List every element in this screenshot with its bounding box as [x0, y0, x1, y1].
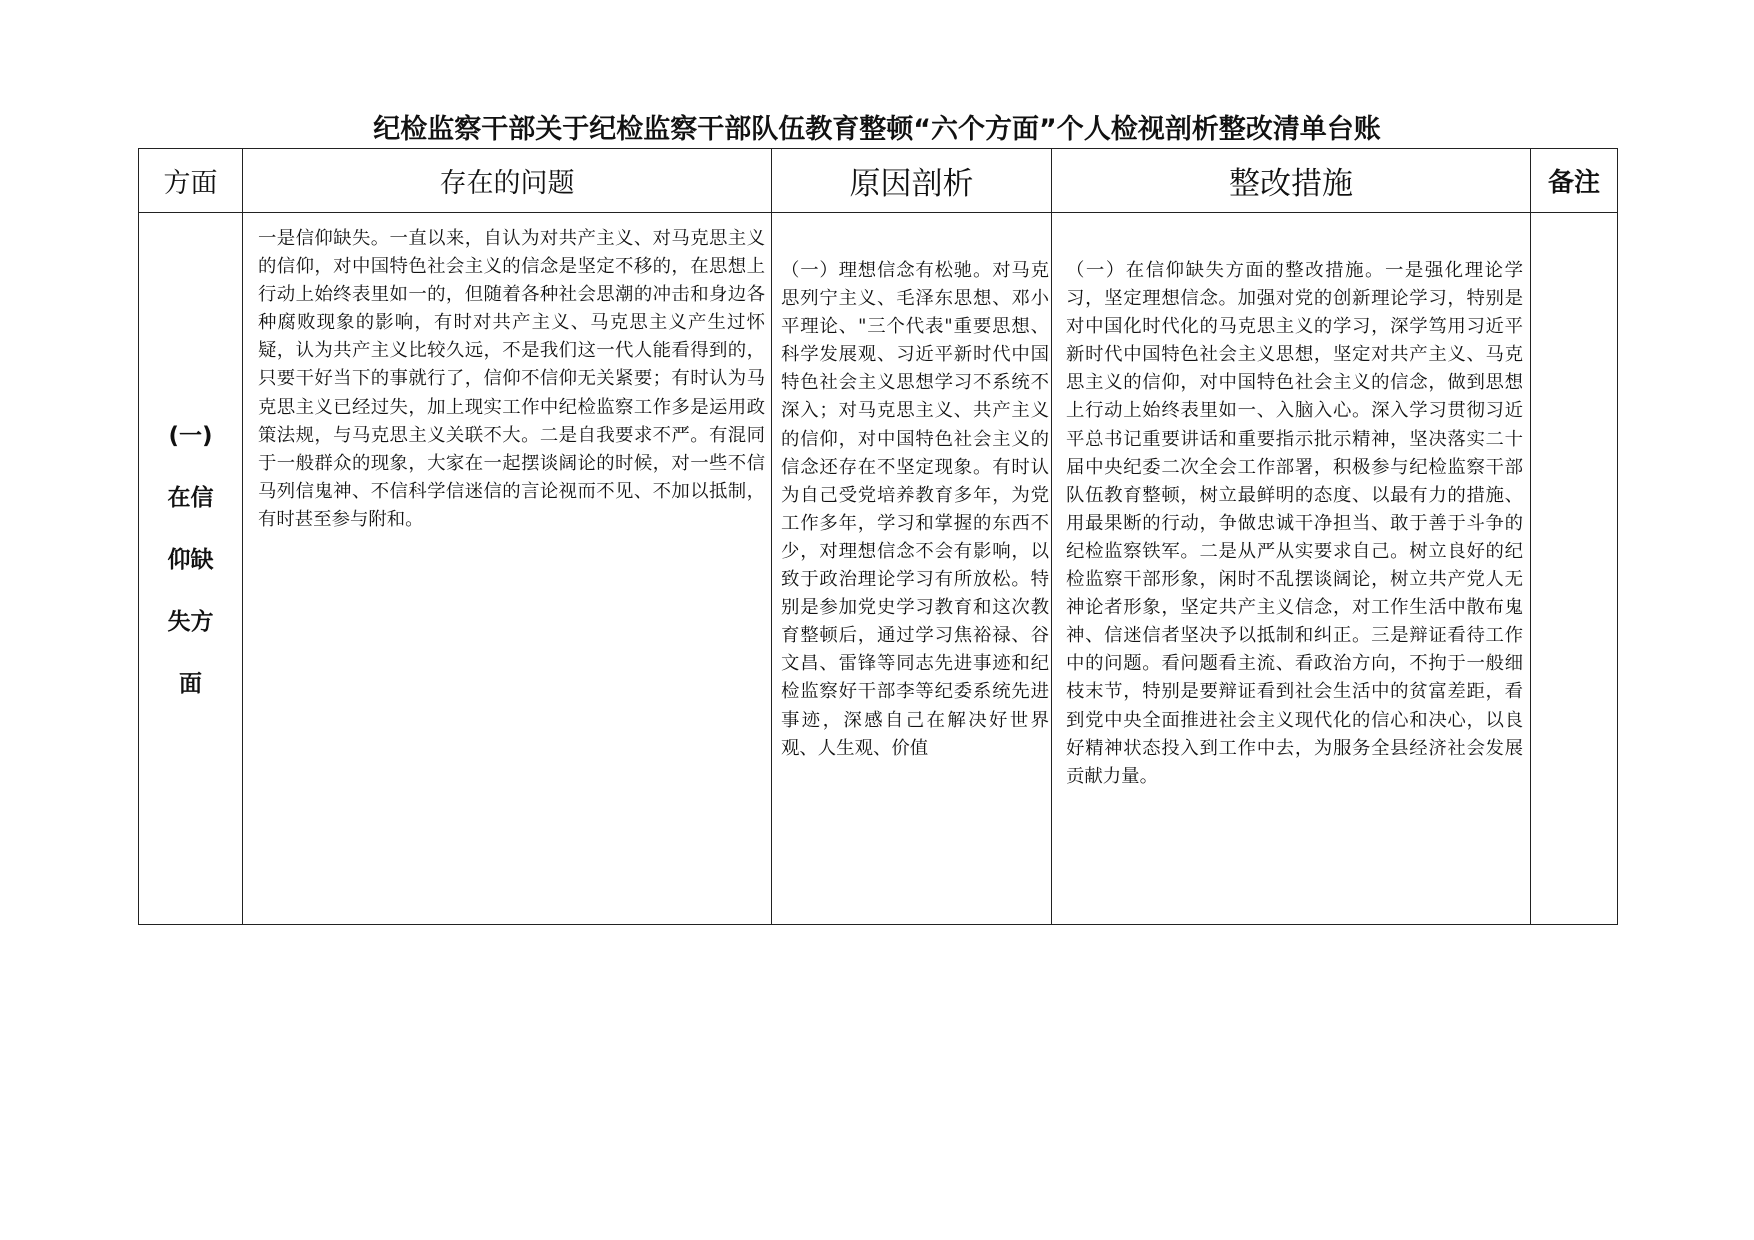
header-aspect: 方面: [139, 149, 243, 213]
remark-cell: [1531, 213, 1618, 925]
measure-cell: [1052, 213, 1531, 925]
aspect-line: 失方: [167, 608, 214, 635]
problem-text: 一是信仰缺失。一直以来，自认为对共产主义、对马克思主义的信仰，对中国特色社会主义的信念是坚定不移的，在思想上行动上始终表里如一的，但随着各种社会思潮的冲击和身边各种腐败现象的影响，有时对共产主义、马克思主义产生过怀疑，认为共产主义比较久远，不是我们这一代人能看得到的，只要干好当下的事就行了，信仰不信仰无关紧要；有时认为马克思主义已经过失，加上现实工作中纪检监察工作多是运用政策法规，与马克思主义关联不大。二是自我要求不严。有混同于一般群众的现象，大家在一起摆谈阔论的时候，对一些不信马列信鬼神、不信科学信迷信的言论视而不见、不加以抵制，有时甚至参与附和。: [258, 228, 765, 530]
aspect-cell: [139, 213, 243, 925]
aspect-line: 仰缺: [167, 546, 214, 573]
aspect-line: (一): [168, 422, 213, 449]
cause-cell: [772, 213, 1052, 925]
header-cause: 原因剖析: [772, 149, 1052, 213]
header-measure: 整改措施: [1052, 149, 1531, 213]
header-problem: 存在的问题: [243, 149, 772, 213]
aspect-line: 面: [179, 670, 202, 697]
problem-cell: [243, 213, 772, 925]
header-remark: 备注: [1531, 149, 1618, 213]
measure-text: （一）在信仰缺失方面的整改措施。一是强化理论学习，坚定理想信念。加强对党的创新理论学习，特别是对中国化时代化的马克思主义的学习，深学笃用习近平新时代中国特色社会主义思想，坚定对共产主义、马克思主义的信仰，对中国特色社会主义的信念，做到思想上行动上始终表里如一、入脑入心。深入学习贯彻习近平总书记重要讲话和重要指示批示精神，坚决落实二十届中央纪委二次全会工作部署，积极参与纪检监察干部队伍教育整顿，树立最鲜明的态度、以最有力的措施、用最果断的行动，争做忠诚干净担当、敢于善于斗争的纪检监察铁军。二是从严从实要求自己。树立良好的纪检监察干部形象，闲时不乱摆谈阔论，树立共产党人无神论者形象，坚定共产主义信念，对工作生活中散布鬼神、信迷信者坚决予以抵制和纠正。三是辩证看待工作中的问题。看问题看主流、看政治方向，不拘于一般细枝末节，特别是要辩证看到社会生活中的贫富差距，看到党中央全面推进社会主义现代化的信心和决心，以良好精神状态投入到工作中去，为服务全县经济社会发展贡献力量。: [1066, 260, 1523, 787]
aspect-line: 在信: [167, 484, 214, 511]
cause-text: （一）理想信念有松驰。对马克思列宁主义、毛泽东思想、邓小平理论、"三个代表"重要思想、科学发展观、习近平新时代中国特色社会主义思想学习不系统不深入；对马克思主义、共产主义的信仰，对中国特色社会主义的信念还存在不坚定现象。有时认为自己受党培养教育多年，为党工作多年，学习和掌握的东西不少，对理想信念不会有影响，以致于政治理论学习有所放松。特别是参加党史学习教育和这次教育整顿后，通过学习焦裕禄、谷文昌、雷锋等同志先进事迹和纪检监察好干部李等纪委系统先进事迹，深感自己在解决好世界观、人生观、价值: [781, 260, 1049, 759]
document-title: 纪检监察干部关于纪检监察干部队伍教育整顿“六个方面”个人检视剖析整改清单台账: [373, 114, 1381, 145]
table-row: [139, 213, 1618, 925]
table-header-row: [139, 149, 1618, 213]
aspect-label: [139, 405, 242, 715]
rectification-table: [138, 148, 1618, 925]
